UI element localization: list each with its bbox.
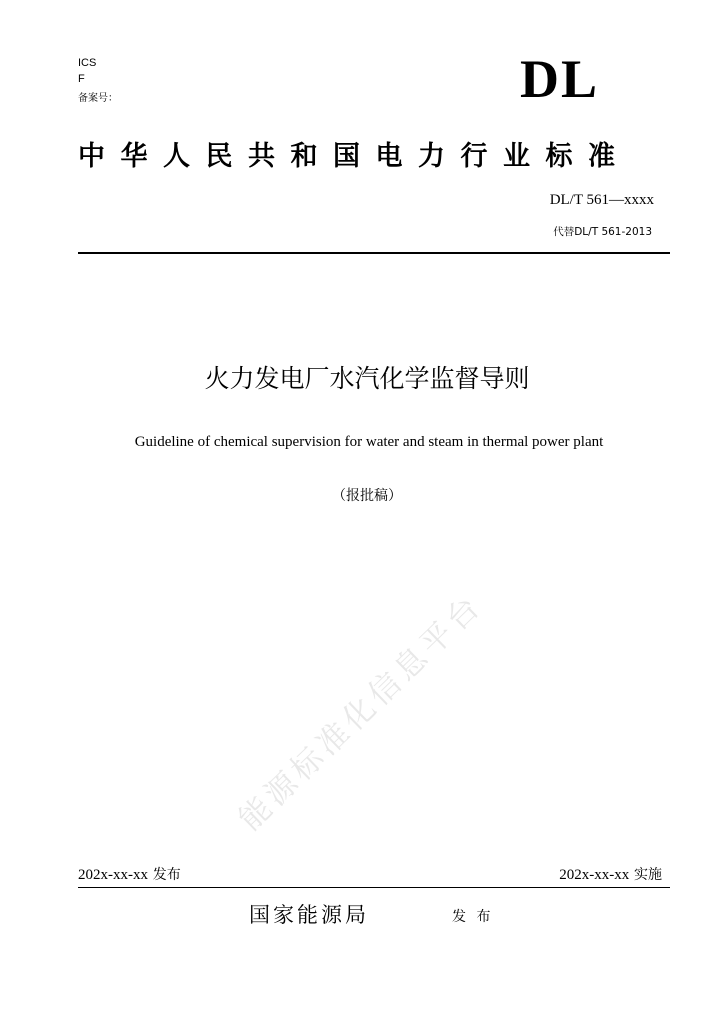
- standard-number: DL/T 561—xxxx: [549, 192, 654, 208]
- implement-date: 202x-xx-xx: [559, 867, 630, 883]
- document-title-en: Guideline of chemical supervision for water and steam in thermal power plant: [134, 434, 604, 450]
- implement-date-line: [559, 864, 662, 885]
- publish-label: 发布: [152, 867, 181, 883]
- publish-date: 202x-xx-xx: [78, 867, 148, 883]
- replaces-standard: 代替DL/T 561-2013: [553, 226, 652, 238]
- header-divider: [78, 252, 670, 254]
- footer-divider: [78, 887, 670, 888]
- document-title-cn: 火力发电厂水汽化学监督导则: [204, 364, 530, 393]
- filing-number-label: 备案号：: [78, 93, 118, 104]
- ics-label: ICS: [78, 57, 97, 69]
- f-code-label: F: [78, 73, 85, 85]
- draft-status: （报批稿）: [332, 488, 402, 504]
- issuing-authority: 国家能源局: [249, 903, 369, 927]
- implement-label: 实施: [634, 867, 662, 883]
- dl-logo: DL: [520, 49, 600, 109]
- issue-label: 发 布: [452, 909, 494, 925]
- watermark-text: 能源标准化信息平台: [232, 586, 491, 838]
- publish-date-line: [78, 864, 181, 885]
- standard-category-title: 中华人民共和国电力行业标准: [78, 141, 631, 172]
